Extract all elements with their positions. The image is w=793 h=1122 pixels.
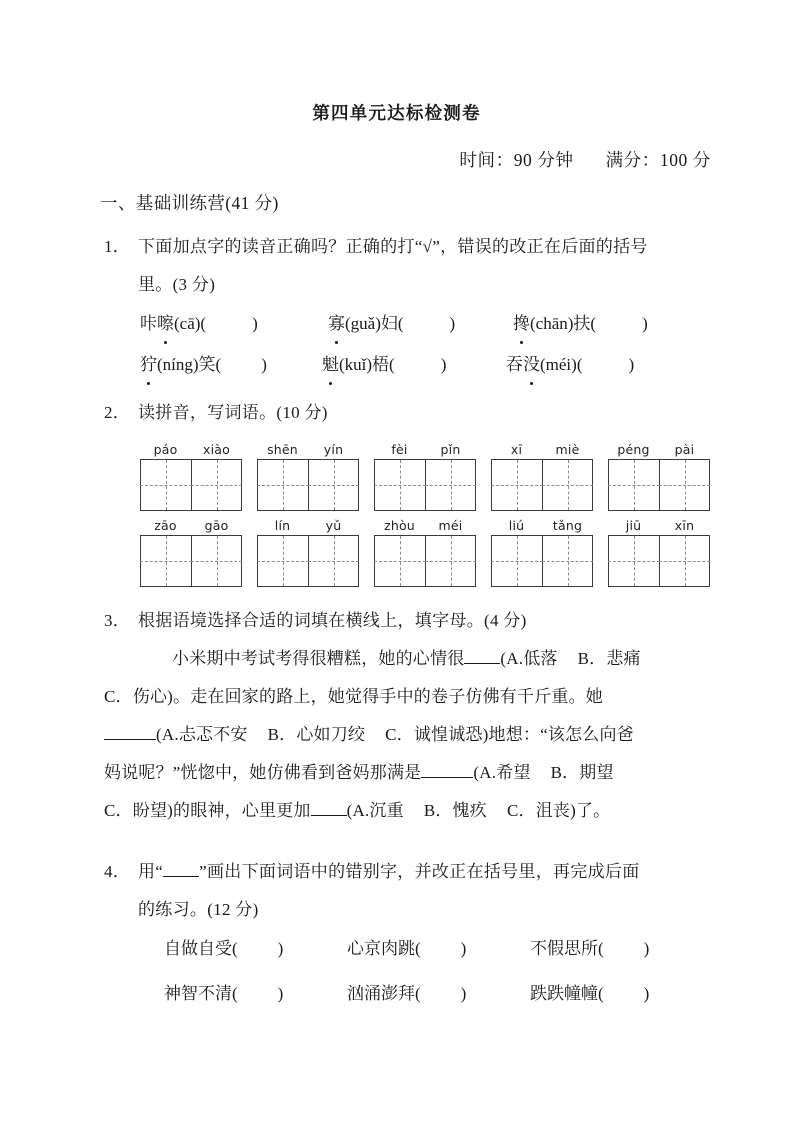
writing-grid[interactable]	[140, 535, 242, 587]
paragraph-line	[104, 716, 719, 754]
pinyin-right: xīn	[674, 518, 695, 533]
item-bracket-close[interactable]: )	[460, 984, 467, 1003]
pinyin-grid-group	[608, 516, 710, 587]
item-bracket-close[interactable]: )	[643, 939, 650, 958]
pinyin-grid-group	[257, 440, 359, 511]
item-pinyin: (kuǐ)	[339, 355, 373, 374]
item-dotted-char: 狞	[140, 346, 157, 384]
pinyin-left: páo	[153, 442, 178, 457]
pinyin-left: xī	[510, 442, 523, 457]
question-4-item	[164, 975, 283, 1013]
pinyin-left: liú	[508, 518, 525, 533]
question-1-text-line1: 下面加点字的读音正确吗？正确的打“√”，错误的改正在后面的括号	[138, 237, 648, 256]
pinyin-grid-group	[140, 516, 242, 587]
page-title: 第四单元达标检测卷	[312, 104, 481, 124]
item-dotted-char: 嚓	[157, 305, 174, 343]
item-prefix: 咔	[140, 314, 157, 333]
item-bracket-open: (	[590, 314, 597, 333]
para-option: (A.低落	[500, 649, 558, 668]
item-dotted-char: 寡	[328, 305, 345, 343]
item-pinyin: (cā)	[174, 314, 201, 333]
idiom-text: 不假思所	[530, 939, 598, 958]
writing-cell[interactable]	[542, 536, 592, 586]
writing-cell[interactable]	[308, 460, 358, 510]
pinyin-right: pǐn	[440, 442, 461, 457]
underline-mark	[163, 859, 199, 877]
item-bracket-open: (	[232, 984, 238, 1003]
question-3-text-line1: 根据语境选择合适的词填在横线上，填字母。(4 分)	[138, 611, 527, 630]
pinyin-labels	[374, 516, 476, 535]
q4-prefix: 用“	[138, 862, 164, 881]
question-1-item	[513, 305, 648, 343]
item-pinyin: (níng)	[157, 355, 199, 374]
pinyin-left: fèi	[391, 442, 408, 457]
writing-cell[interactable]	[191, 460, 241, 510]
writing-grid[interactable]	[374, 459, 476, 511]
question-1	[104, 228, 704, 304]
pinyin-labels	[257, 440, 359, 459]
writing-cell[interactable]	[492, 460, 542, 510]
pinyin-grid-row-1	[140, 440, 710, 515]
pinyin-labels	[257, 516, 359, 535]
question-2-number: 2．	[104, 403, 131, 422]
question-4-item-row-1	[164, 930, 764, 968]
writing-grid[interactable]	[608, 459, 710, 511]
item-bracket-close[interactable]: )	[261, 355, 267, 374]
item-bracket-close[interactable]: )	[449, 314, 456, 333]
writing-cell[interactable]	[609, 536, 659, 586]
para-option: B．悲痛	[577, 649, 641, 668]
pinyin-grid-group	[257, 516, 359, 587]
question-2	[104, 394, 704, 432]
paragraph-line	[104, 792, 719, 830]
item-bracket-open: (	[576, 355, 583, 374]
item-dotted-char: 搀	[513, 305, 530, 343]
question-1-text-line2: 里。(3 分)	[138, 275, 216, 294]
writing-cell[interactable]	[609, 460, 659, 510]
writing-cell[interactable]	[425, 460, 475, 510]
writing-cell[interactable]	[659, 536, 709, 586]
para-option: (A.希望	[473, 763, 531, 782]
writing-cell[interactable]	[492, 536, 542, 586]
pinyin-right: pài	[674, 442, 695, 457]
para-option: (A.忐忑不安	[156, 725, 248, 744]
writing-grid[interactable]	[257, 459, 359, 511]
pinyin-right: tǎng	[552, 518, 583, 533]
item-bracket-open: (	[598, 939, 604, 958]
item-bracket-close[interactable]: )	[460, 939, 467, 958]
idiom-text: 心京肉跳	[347, 939, 415, 958]
writing-cell[interactable]	[308, 536, 358, 586]
idiom-text: 神智不清	[164, 984, 232, 1003]
question-4-item	[530, 975, 649, 1013]
pinyin-left: zāo	[154, 518, 177, 533]
writing-cell[interactable]	[258, 536, 308, 586]
writing-grid[interactable]	[257, 535, 359, 587]
para-option: (A.沉重	[346, 801, 404, 820]
pinyin-grid-group	[374, 440, 476, 511]
pinyin-right: xiào	[203, 442, 230, 457]
para-text: 小米期中考试考得很糟糕，她的心情很	[172, 649, 465, 668]
answer-blank[interactable]	[311, 798, 347, 816]
question-4-item-row-2	[164, 975, 764, 1013]
pinyin-labels	[608, 440, 710, 459]
item-dotted-char: 没	[523, 346, 540, 384]
answer-blank[interactable]	[464, 646, 500, 664]
item-suffix: 梧	[372, 355, 390, 374]
pinyin-right: miè	[555, 442, 580, 457]
pinyin-left: lín	[274, 518, 291, 533]
question-3	[104, 602, 714, 640]
item-bracket-close[interactable]: )	[252, 314, 258, 333]
section-heading: 一、基础训练营(41 分)	[100, 193, 279, 213]
paragraph-line	[104, 640, 719, 678]
item-bracket-open: (	[415, 984, 421, 1003]
question-4-text-line2: 的练习。(12 分)	[138, 900, 259, 919]
writing-cell[interactable]	[542, 460, 592, 510]
item-pinyin: (guǎ)	[345, 314, 381, 333]
writing-grid[interactable]	[491, 459, 593, 511]
question-4-item	[347, 930, 466, 968]
pinyin-labels	[491, 516, 593, 535]
item-bracket-close[interactable]: )	[277, 984, 284, 1003]
pinyin-left: jiū	[625, 518, 642, 533]
item-suffix: 笑	[198, 355, 216, 374]
question-1-item	[328, 305, 455, 343]
para-option: B．愧疚	[423, 801, 487, 820]
writing-grid[interactable]	[608, 535, 710, 587]
item-bracket-open: (	[215, 355, 222, 374]
question-4-item	[347, 975, 466, 1013]
question-1-number: 1．	[104, 237, 131, 256]
pinyin-labels	[491, 440, 593, 459]
item-bracket-close[interactable]: )	[277, 939, 284, 958]
para-option: B．心如刀绞	[267, 725, 366, 744]
idiom-text: 自做自受	[164, 939, 232, 958]
question-4	[104, 853, 719, 929]
item-bracket-close[interactable]: )	[643, 984, 650, 1003]
writing-cell[interactable]	[141, 536, 191, 586]
pinyin-labels	[140, 440, 242, 459]
writing-cell[interactable]	[375, 536, 425, 586]
item-bracket-open: (	[200, 314, 207, 333]
item-dotted-char: 魁	[322, 346, 339, 384]
writing-grid[interactable]	[374, 535, 476, 587]
paragraph-line	[104, 754, 719, 792]
writing-cell[interactable]	[191, 536, 241, 586]
q4-rest: ”画出下面词语中的错别字，并改正在括号里，再完成后面	[199, 862, 640, 881]
item-bracket-close[interactable]: )	[628, 355, 635, 374]
answer-blank[interactable]	[104, 722, 156, 740]
pinyin-labels	[608, 516, 710, 535]
item-prefix: 吞	[506, 355, 523, 374]
para-option: C．诚惶诚恐)地想：“该怎么向爸	[385, 725, 634, 744]
pinyin-labels	[140, 516, 242, 535]
question-2-text-line1: 读拼音，写词语。(10 分)	[138, 403, 328, 422]
pinyin-right: méi	[438, 518, 463, 533]
answer-blank[interactable]	[421, 760, 473, 778]
question-3-paragraph	[104, 640, 719, 830]
pinyin-grid-group	[608, 440, 710, 511]
item-suffix: 妇	[380, 314, 398, 333]
time-limit-label: 时间：90 分钟	[459, 150, 574, 170]
pinyin-left: péng	[617, 442, 650, 457]
question-1-item-row-1	[140, 305, 740, 343]
item-suffix: 扶	[573, 314, 591, 333]
question-3-number: 3．	[104, 611, 131, 630]
para-text: C．盼望)的眼神，心里更加	[104, 801, 311, 820]
pinyin-grid-group	[491, 516, 593, 587]
writing-cell[interactable]	[375, 460, 425, 510]
pinyin-right: yín	[323, 442, 344, 457]
exam-meta	[0, 147, 711, 172]
para-text: 妈说呢？”恍惚中，她仿佛看到爸妈那满是	[104, 763, 422, 782]
pinyin-right: gāo	[204, 518, 229, 533]
writing-cell[interactable]	[425, 536, 475, 586]
writing-cell[interactable]	[659, 460, 709, 510]
item-bracket-open: (	[232, 939, 238, 958]
writing-grid[interactable]	[140, 459, 242, 511]
pinyin-grid-group	[491, 440, 593, 511]
question-1-item	[506, 346, 634, 384]
item-bracket-close[interactable]: )	[642, 314, 648, 333]
question-4-item	[530, 930, 649, 968]
pinyin-grid-row-2	[140, 516, 710, 591]
pinyin-right: yǔ	[325, 518, 342, 533]
question-4-number: 4．	[104, 862, 131, 881]
item-pinyin: (méi)	[540, 355, 577, 374]
idiom-text: 跌跌幢幢	[530, 984, 598, 1003]
pinyin-left: shēn	[267, 442, 298, 457]
item-bracket-open: (	[415, 939, 421, 958]
writing-grid[interactable]	[491, 535, 593, 587]
total-score-label: 满分：100 分	[605, 150, 711, 170]
item-bracket-open: (	[397, 314, 404, 333]
question-1-item	[140, 346, 267, 384]
pinyin-labels	[374, 440, 476, 459]
item-bracket-open: (	[598, 984, 604, 1003]
question-4-item	[164, 930, 283, 968]
item-pinyin: (chān)	[530, 314, 574, 333]
question-1-item	[322, 346, 446, 384]
question-4-text-line1	[138, 853, 719, 891]
paragraph-line	[104, 678, 719, 716]
writing-cell[interactable]	[258, 460, 308, 510]
idiom-text: 汹涌澎拜	[347, 984, 415, 1003]
question-1-item-row-2	[140, 346, 740, 384]
pinyin-grid-group	[374, 516, 476, 587]
item-bracket-open: (	[389, 355, 395, 374]
para-option: C．沮丧)了。	[506, 801, 611, 820]
pinyin-left: zhòu	[384, 518, 415, 533]
item-bracket-close[interactable]: )	[440, 355, 447, 374]
pinyin-grid-group	[140, 440, 242, 511]
question-1-item	[140, 305, 258, 343]
para-text: C．伤心)。走在回家的路上，她觉得手中的卷子仿佛有千斤重。她	[104, 687, 603, 706]
writing-cell[interactable]	[141, 460, 191, 510]
para-option: B．期望	[550, 763, 614, 782]
